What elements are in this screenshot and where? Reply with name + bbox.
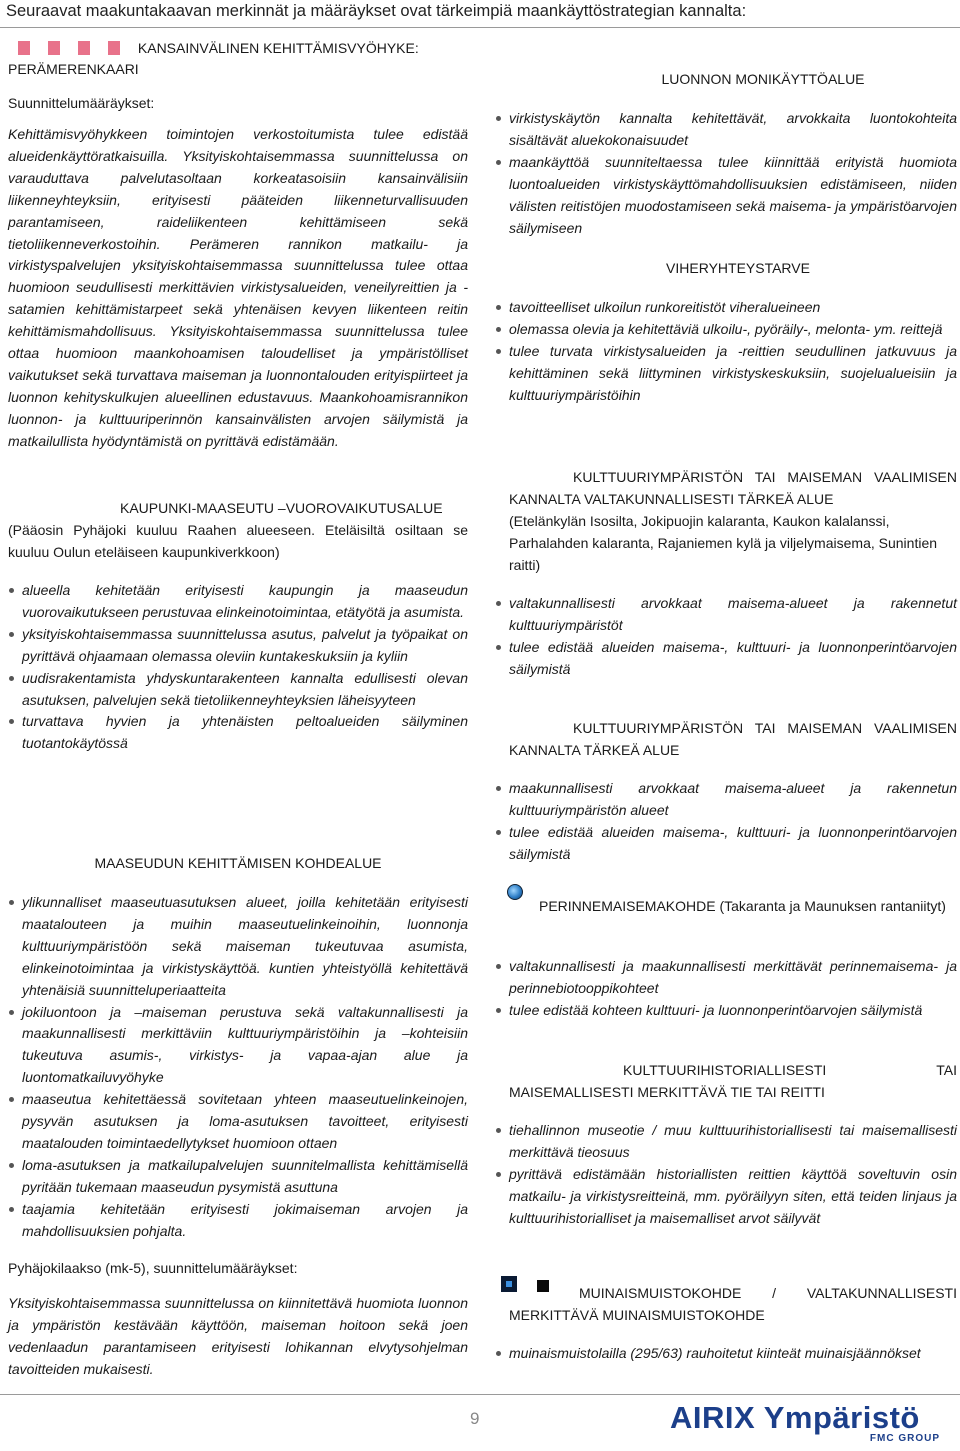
footer-divider [0, 1394, 960, 1395]
traditional-bullet-list [509, 956, 957, 1022]
green-bullet-list [509, 297, 957, 407]
list-item: turvattava hyvien ja yhtenäisten peltoalueiden säilyminen tuotantokäytössä [22, 711, 468, 755]
ancient-bullet-list [509, 1343, 957, 1365]
urban-bullet-list [8, 580, 468, 755]
list-item: yksityiskohtaisemmassa suunnittelussa asutus, palvelut ja työpaikat on pyrittävä ohjaamaan olemassa oleviin kuntakeskuksiin ja kyliin [22, 624, 468, 668]
list-item: valtakunnallisesti arvokkaat maisema-alueet ja rakennetut kulttuuriympäristöt [509, 593, 957, 637]
rural-heading: MAASEUDUN KEHITTÄMISEN KOHDEALUE [94, 855, 382, 871]
zone-heading-b: PERÄMERENKAARI [8, 61, 139, 77]
multi-heading: LUONNON MONIKÄYTTÖALUE [661, 71, 865, 87]
historic-bullet-list [509, 1120, 957, 1230]
page-number: 9 [470, 1409, 480, 1428]
national-note: (Etelänkylän Isosilta, Jokipuojin kalaranta, Kaukon kalalanssi, Parhalahden kalaranta, Rajaniemen kylä ja viljelymaisema, Sunintien raitti) [509, 513, 938, 573]
list-item: loma-asutuksen ja matkailupalvelujen suunnitelmallista kehittämisellä pyritään tukemaan maaseudun pysymistä asuttuna [22, 1155, 468, 1199]
list-item: maankäyttöä suunniteltaessa tulee kiinnittää erityistä huomiota luontoalueiden virkistyskäyttömahdollisuuksien edistämiseen, niiden välisten reitistöjen muodostamiseen sekä maisema- ja ympäristöarvojen säilymiseen [509, 152, 957, 240]
list-item: olemassa olevia ja kehitettäviä ulkoilu-, pyöräily-, melonta- ym. reittejä [509, 319, 957, 341]
list-item: tulee edistää alueiden maisema-, kulttuuri- ja luonnonperintöarvojen säilymistä [509, 822, 957, 866]
rural-bullet-list [8, 892, 468, 1243]
multi-bullet-list [509, 108, 957, 239]
zone-heading-row [8, 38, 468, 60]
regional-bullet-list [509, 778, 957, 866]
list-item: tulee edistää kohteen kulttuuri- ja luonnonperintöarvojen säilymistä [509, 1000, 957, 1022]
list-item: pyrittävä edistämään historiallisten reittien käyttöä soveltuvin osin matkailu- ja virkistysreitteinä, mm. pyöräilyyn siten, että teiden linjaus ja kulttuurihistorialliset ja maisemalliset arvot säilyvät [509, 1164, 957, 1230]
zone-heading-a: KANSAINVÄLINEN KEHITTÄMISVYÖHYKE: [137, 40, 419, 56]
urban-note: (Pääosin Pyhäjoki kuuluu Raahen alueeseen. Eteläisiltä osiltaan se kuuluu Oulun eteläiseen kaupunkiverkkoon) [8, 522, 468, 560]
list-item: ylikunnalliset maaseutuasutuksen alueet, joilla kehitetään erityisesti maatalouteen ja muihin maaseutuelinkeinoihin, luonnonja kulttuuriympäristöön sekä maiseman tukeutuvaa asumista, elinkeinotoimintaa ja virkistyskäyttöä. kuntien yhteistyöllä kehitettävä yhtenäisiä suunnitteluperiaatteita [22, 892, 468, 1002]
national-bullet-list [509, 593, 957, 681]
valley-label: Pyhäjokilaakso (mk-5), suunnittelumääräykset: [8, 1260, 298, 1276]
list-item: tiehallinnon museotie / muu kulttuurihistoriallisesti tai maisemallisesti merkittävä tieosuus [509, 1120, 957, 1164]
urban-heading-wrap [8, 498, 468, 520]
list-item: taajamia kehitetään erityisesti jokimaiseman arvojen ja mahdollisuuksien pohjalta. [22, 1199, 468, 1243]
list-item: virkistyskäytön kannalta kehitettävät, arvokkaita luontokohteita sisältävät aluekokonaisuudet [509, 108, 957, 152]
list-item: valtakunnallisesti ja maakunnallisesti merkittävät perinnemaisema- ja perinnebiotooppikohteet [509, 956, 957, 1000]
logo-main: AIRIX Ympäristö [670, 1400, 920, 1435]
national-heading: KULTTUURIYMPÄRISTÖN TAI MAISEMAN VAALIMISEN KANNALTA VALTAKUNNALLISESTI TÄRKEÄ ALUE [509, 469, 957, 507]
valley-text: Yksityiskohtaisemmassa suunnittelussa on kiinnitettävä huomiota luonnon ja ympäristön kestävään käyttöön, maiseman hoitoon sekä joen vedenlaadun parantamiseen erityisesti lohikannan elvytysohjelman tavoitteiden mukaisesti. [8, 1295, 468, 1377]
company-logo [670, 1400, 950, 1448]
list-item: tulee edistää alueiden maisema-, kulttuuri- ja luonnonperintöarvojen säilymistä [509, 637, 957, 681]
zone-text: Kehittämisvyöhykkeen toimintojen verkostoitumista tulee edistää alueidenkäyttöratkaisuilla. Yksityiskohtaisemmassa suunnittelussa on varauduttava palvelutasoltaan korkeatasoisiin kansainvälisiin liikenneyhteyksiin, erityisesti pääteiden liikenneturvallisuuden parantamiseen, raideliikenteen kehittämiseen sekä tietoliikenneverkostoihin. Perämeren rannikon matkailu- ja virkistyspalvelujen yksityiskohtaisemmassa suunnittelussa tulee ottaa huomioon seudullisesti merkittävien virkistysalueiden, veneilyreittien ja -satamien kehittämistarpeet sekä yhtenäisen kevyen liikenteen reitin kehittämismahdollisuus. Yksityiskohtaisemmassa suunnittelussa tulee ottaa huomioon maankohoamisen taloudelliset ja ympäristölliset vaikutukset sekä turvattava maiseman ja luonnontalouden erityispiirteet ja luonnon kehityskulkujen alueellinen edustavuus. Maankohoamisrannikon luonnon- ja kulttuuriperinnön kansainvälisten arvojen säilymistä ja matkailullista hyödyntämistä on pyrittävä edistämään. [8, 126, 468, 449]
traditional-heading: PERINNEMAISEMAKOHDE (Takaranta ja Maunuksen rantaniityt) [539, 898, 946, 914]
page-title: Seuraavat maakuntakaavan merkinnät ja määräykset ovat tärkeimpiä maankäyttöstrategian kannalta: [6, 2, 747, 20]
ancient-heading: MUINAISMUISTOKOHDE / VALTAKUNNALLISESTI MERKITTÄVÄ MUINAISMUISTOKOHDE [509, 1285, 957, 1323]
title-divider [0, 27, 960, 28]
list-item: maakunnallisesti arvokkaat maisema-alueet ja rakennetun kulttuuriympäristön alueet [509, 778, 957, 822]
list-item: maaseutua kehitettäessä sovitetaan yhteen maaseutuelinkeinojen, pysyvän asutuksen ja loma-asutuksen tavoitteet, erityisesti maatalouden toimintaedellytykset huomioon ottaen [22, 1089, 468, 1155]
list-item: tulee turvata virkistysalueiden ja -reittien seudullinen jatkuvuus ja kehittäminen sekä liittyminen virkistyskeskuksiin, suojelualueisiin ja kulttuuriympäristöihin [509, 341, 957, 407]
planning-label: Suunnittelumääräykset: [8, 95, 155, 111]
list-item: tavoitteelliset ulkoilun runkoreitistöt viheralueineen [509, 297, 957, 319]
list-item: muinaismuistolailla (295/63) rauhoitetut kiinteät muinaisjäännökset [509, 1343, 957, 1365]
list-item: jokiluontoon ja –maiseman perustuva sekä valtakunnallisesti ja maakunnallisesti merkittäviin kulttuuriympäristöihin ja –kohteisiin tukeutuva asumis-, virkistys- ja vapaa-ajan alue ja luontomatkailuvyöhyke [22, 1002, 468, 1090]
list-item: alueella kehitetään erityisesti kaupungin ja maaseudun vuorovaikutukseen perustuvaa elinkeinotoimintaa, etätyötä ja asumista. [22, 580, 468, 624]
historic-heading: KULTTUURIHISTORIALLISESTI TAI MAISEMALLISESTI MERKITTÄVÄ TIE TAI REITTI [509, 1062, 957, 1100]
logo-sub: FMC GROUP [869, 1433, 940, 1444]
green-heading: VIHERYHTEYSTARVE [666, 260, 810, 276]
urban-heading: KAUPUNKI-MAASEUTU –VUOROVAIKUTUSALUE [120, 500, 443, 516]
regional-heading: KULTTUURIYMPÄRISTÖN TAI MAISEMAN VAALIMISEN KANNALTA TÄRKEÄ ALUE [509, 720, 957, 758]
zone-marker-icon [8, 41, 128, 57]
list-item: uudisrakentamista yhdyskuntarakenteen kannalta edullisesti olevan asutuksen, palvelujen sekä tietoliikenneyhteyksien läheisyyteen [22, 668, 468, 712]
